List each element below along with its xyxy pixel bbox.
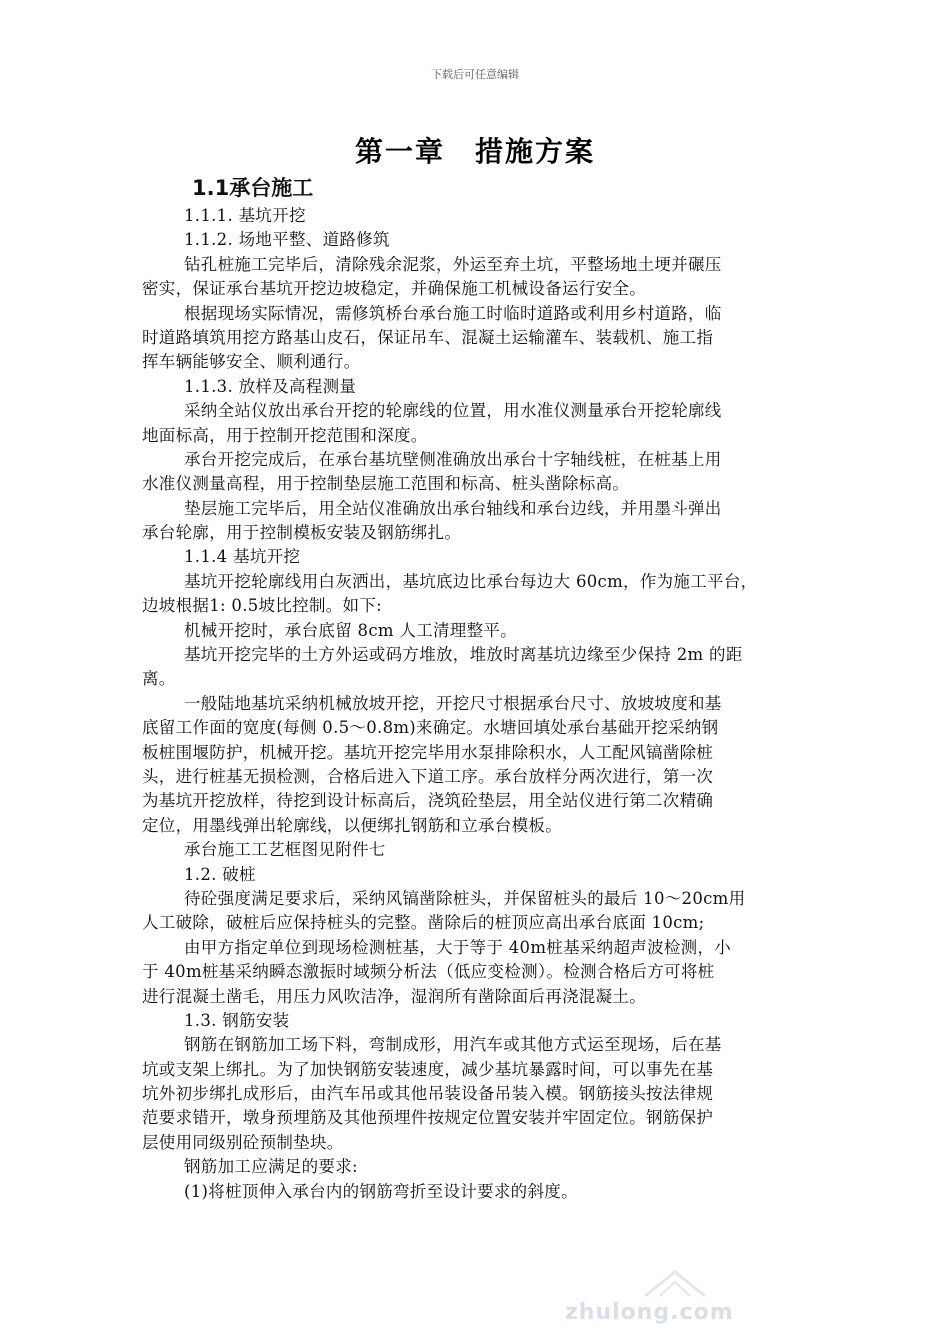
document-body xyxy=(142,172,822,1204)
text-line: 离。 xyxy=(142,669,176,689)
subsection-heading: 1.3. 钢筋安装 xyxy=(184,1010,290,1030)
subsection-heading: 1.1.2. 场地平整、道路修筑 xyxy=(184,230,390,250)
text-line: 坑或支架上绑扎。为了加快钢筋安装速度，减少基坑暴露时间，可以事先在基 xyxy=(142,1059,714,1079)
text-line: 采纳全站仪放出承台开挖的轮廓线的位置，用水准仪测量承台开挖轮廓线 xyxy=(184,401,722,421)
header-note: 下载后可任意编辑 xyxy=(431,68,519,81)
text-line: 待砼强度满足要求后，采纳风镐凿除桩头，并保留桩头的最后 10～20cm用 xyxy=(184,888,746,908)
paragraph-lines xyxy=(142,204,822,1204)
text-line: 定位，用墨线弹出轮廓线，以便绑扎钢筋和立承台模板。 xyxy=(142,815,562,835)
text-line: 基坑开挖轮廓线用白灰洒出，基坑底边比承台每边大 60cm，作为施工平台， xyxy=(184,571,758,591)
text-line: 根据现场实际情况，需修筑桥台承台施工时临时道路或利用乡村道路，临 xyxy=(184,303,722,323)
text-line: 承台施工工艺框图见附件七 xyxy=(184,840,386,860)
text-line: 头，进行桩基无损检测，合格后进入下道工序。承台放样分两次进行，第一次 xyxy=(142,766,714,786)
text-line: 由甲方指定单位到现场检测桩基，大于等于 40m桩基采纳超声波检测，小 xyxy=(184,937,732,957)
text-line: 钢筋加工应满足的要求: xyxy=(184,1157,358,1177)
text-line: 机械开挖时，承台底留 8cm 人工清理整平。 xyxy=(184,620,517,640)
text-line: 基坑开挖完毕的土方外运或码方堆放，堆放时离基坑边缘至少保持 2m 的距 xyxy=(184,645,743,665)
text-line: 钻孔桩施工完毕后，清除残余泥浆，外运至弃土坑，平整场地土埂并碾压 xyxy=(184,254,722,274)
subsection-heading: 1.1.1. 基坑开挖 xyxy=(184,206,306,225)
watermark-logo-icon xyxy=(640,1268,710,1298)
text-line: 承台开挖完成后，在承台基坑壁侧准确放出承台十字轴线桩，在桩基上用 xyxy=(184,449,722,469)
text-line: 底留工作面的宽度(每侧 0.5～0.8m)来确定。水塘回填处承台基础开挖采纳钢 xyxy=(142,718,719,738)
text-line: 为基坑开挖放样，待挖到设计标高后，浇筑砼垫层，用全站仪进行第二次精确 xyxy=(142,791,714,811)
watermark-text: zhulong.com xyxy=(565,1300,734,1325)
text-line: 时道路填筑用挖方路基山皮石，保证吊车、混凝土运输灌车、装载机、施工指 xyxy=(142,327,714,347)
text-line: 进行混凝土凿毛，用压力风吹洁净，湿润所有凿除面后再浇混凝土。 xyxy=(142,986,646,1006)
subsection-heading: 1.1.3. 放样及高程测量 xyxy=(184,376,357,396)
text-line: 密实，保证承台基坑开挖边坡稳定，并确保施工机械设备运行安全。 xyxy=(142,279,646,299)
text-line: 边坡根据1: 0.5坡比控制。如下: xyxy=(142,596,383,616)
text-line: 板桩围堰防护，机械开挖。基坑开挖完毕用水泵排除积水，人工配风镐凿除桩 xyxy=(142,742,714,762)
text-line: 层使用同级别砼预制垫块。 xyxy=(142,1132,344,1152)
text-line: 承台轮廓，用于控制模板安装及钢筋绑扎。 xyxy=(142,523,462,543)
text-line: 地面标高，用于控制开挖范围和深度。 xyxy=(142,425,428,445)
text-line: (1)将桩顶伸入承台内的钢筋弯折至设计要求的斜度。 xyxy=(184,1181,578,1201)
text-line: 钢筋在钢筋加工场下料，弯制成形，用汽车或其他方式运至现场，后在基 xyxy=(184,1035,722,1055)
text-line: 于 40m桩基采纳瞬态激振时域频分析法（低应变检测）。检测合格后方可将桩 xyxy=(142,962,715,982)
subsection-heading: 1.2. 破桩 xyxy=(184,864,256,884)
section-title: 1.1承台施工 xyxy=(192,176,314,200)
text-line: 一般陆地基坑采纳机械放坡开挖，开挖尺寸根据承台尺寸、放坡坡度和基 xyxy=(184,693,722,713)
text-line: 坑外初步绑扎成形后，由汽车吊或其他吊装设备吊装入模。钢筋接头按法律规 xyxy=(142,1084,714,1104)
text-line: 挥车辆能够安全、顺利通行。 xyxy=(142,352,361,372)
subsection-heading: 1.1.4 基坑开挖 xyxy=(184,547,301,567)
text-line: 垫层施工完毕后，用全站仪准确放出承台轴线和承台边线，并用墨斗弹出 xyxy=(184,498,722,518)
chapter-title: 第一章 措施方案 xyxy=(354,135,595,168)
text-line: 范要求错开，墩身预埋筋及其他预埋件按规定位置安装并牢固定位。钢筋保护 xyxy=(142,1108,714,1128)
text-line: 人工破除，破桩后应保持桩头的完整。凿除后的桩顶应高出承台底面 10cm; xyxy=(142,913,705,933)
text-line: 水准仪测量高程，用于控制垫层施工范围和标高、桩头凿除标高。 xyxy=(142,474,630,494)
